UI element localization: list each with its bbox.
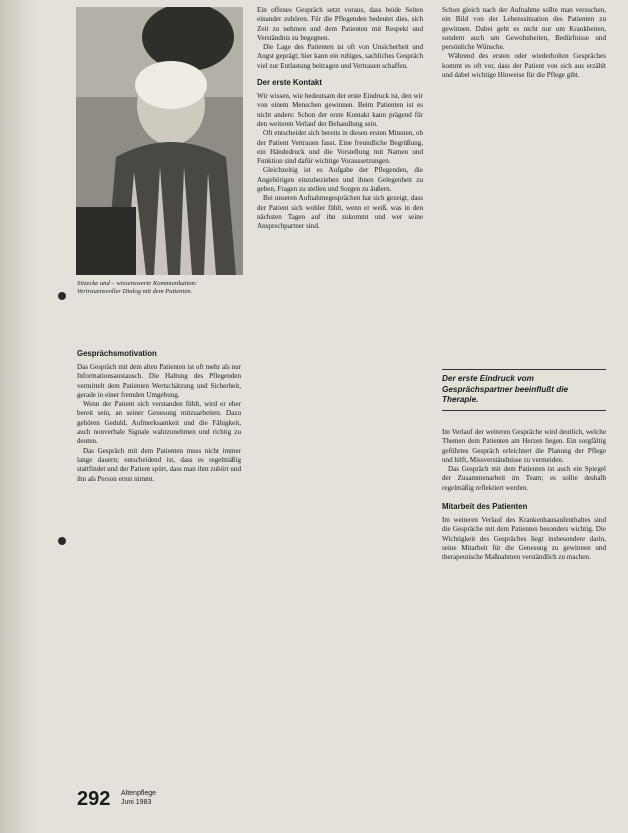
paragraph: Im Verlauf der weiteren Gespräche wird deutlich, welche Themen dem Patienten am Herzen liegen. Ein sorgfältig geführtes Gespräch erleichtert die Planung der Pflege und hilft, Missverständnisse zu vermeiden. bbox=[442, 428, 606, 464]
paragraph: Schon gleich nach der Aufnahme sollte man versuchen, ein Bild von der Lebenssituation des Patienten zu gewinnen. Dabei geht es nicht nur um Krankheiten, sondern auch um Gewohnheiten, Bedürfnisse und persönliche Wünsche. bbox=[442, 6, 606, 52]
paragraph: Die Lage des Patienten ist oft von Unsicherheit und Angst geprägt; hier kann ein ruhiges, sachliches Gespräch viel zur Entlastung beitragen und Vertrauen schaffen. bbox=[257, 43, 423, 70]
paragraph: Bei unseren Aufnahmegesprächen hat sich gezeigt, dass der Patient sich wohler fühlt, wenn er weiß, was in den nächsten Tagen auf ihn zukommt und wer seine Ansprechpartner sind. bbox=[257, 194, 423, 231]
page-fold-shadow bbox=[0, 0, 40, 833]
section-heading: Gesprächsmotivation bbox=[77, 349, 157, 358]
paragraph: Gleichzeitig ist es Aufgabe der Pflegenden, die Angehörigen einzubeziehen und ihnen Gelegenheit zu geben, Fragen zu stellen und Sorgen zu äußern. bbox=[257, 166, 423, 194]
photo-caption: Sitzecke und – wissenswerte Kommunikation: Vertrauensvoller Dialog mit dem Patienten. bbox=[77, 280, 198, 295]
paragraph: Das Gespräch mit dem Patienten muss nicht immer lange dauern; entscheidend ist, dass es regelmäßig stattfindet und der Patient spürt, dass man ihm zuhört und ihn als Person ernst nimmt. bbox=[77, 446, 241, 483]
paragraph: Während des ersten oder wiederholten Gespräches kommt es oft vor, dass der Patient von sich aus erzählt und dabei wichtige Hinweise für die Pflege gibt. bbox=[442, 52, 606, 80]
article-photo bbox=[76, 7, 243, 275]
page-number: 292 bbox=[77, 788, 111, 810]
paragraph: Das Gespräch mit dem alten Patienten ist oft mehr als nur Informationsaustausch. Die Haltung des Pflegenden vermittelt dem Patienten Wertschätzung und Sicherheit, gerade in einer fremden Umgebung. bbox=[77, 363, 241, 399]
article-column-2 bbox=[257, 6, 423, 232]
paragraph: Das Gespräch mit dem Patienten ist auch ein Spiegel der Zusammenarbeit im Team; es sollte deshalb regelmäßig reflektiert werden. bbox=[442, 465, 606, 492]
binder-hole bbox=[58, 292, 66, 300]
article-column-3-continued bbox=[442, 428, 606, 563]
article-column-1 bbox=[77, 349, 241, 484]
binder-hole bbox=[58, 537, 66, 545]
pull-quote: Der erste Eindruck vom Gesprächspartner beeinflußt die Therapie. bbox=[442, 369, 606, 411]
section-heading: Der erste Kontakt bbox=[257, 78, 322, 88]
paragraph: Wir wissen, wie bedeutsam der erste Eindruck ist, den wir von einem Menschen gewinnen. Beim Patienten ist es nicht anders: Schon der erste Kontakt kann prägend für den weiteren Verlauf der Behandlung sein. bbox=[257, 92, 423, 128]
article-column-3 bbox=[442, 6, 606, 80]
paragraph: Ein offenes Gespräch setzt voraus, dass beide Seiten einander zuhören. Für die Pflegenden bedeutet dies, sich Zeit zu nehmen und dem Patienten mit Respekt und Verständnis zu begegnen. bbox=[257, 6, 423, 42]
journal-issue: Juni 1983 bbox=[121, 799, 152, 806]
section-heading: Mitarbeit des Patienten bbox=[442, 502, 528, 512]
paragraph: Wenn der Patient sich verstanden fühlt, wird er eher bereit sein, an seiner Genesung mitzuarbeiten. Dazu gehören Geduld, Aufmerksamkeit und die Fähigkeit, auch nonverbale Signale wahrzunehmen und richtig zu deuten. bbox=[77, 400, 241, 446]
paragraph: Oft entscheidet sich bereits in diesen ersten Minuten, ob der Patient Vertrauen fasst. Eine freundliche Begrüßung, ein Händedruck und die Vorstellung mit Namen und Funktion sind dafür wichtige Voraussetzungen. bbox=[257, 129, 423, 166]
journal-name: Altenpflege bbox=[121, 790, 157, 797]
photo-illustration bbox=[76, 7, 243, 275]
paragraph: Im weiteren Verlauf des Krankenhausaufenthaltes sind die Gespräche mit dem Patienten besonders wichtig. Die Wichtigkeit des Gespräches liegt insbesondere darin, seine Mitarbeit für die Genesung zu gewinnen und therapeutische Maßnahmen verständlich zu machen. bbox=[442, 516, 606, 562]
journal-info bbox=[121, 789, 241, 807]
